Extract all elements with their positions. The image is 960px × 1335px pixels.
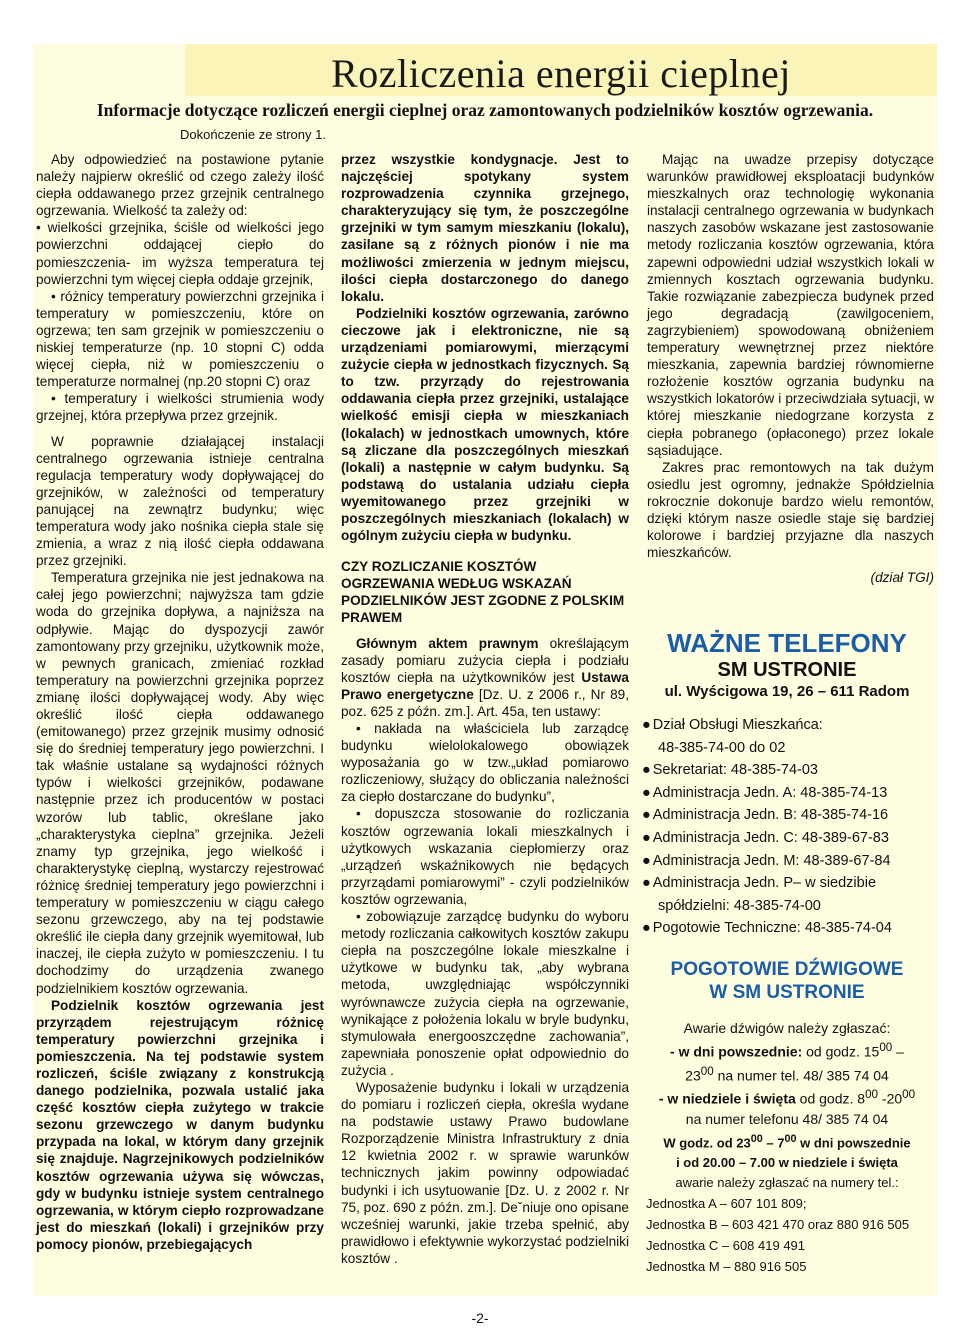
bullet-icon: ●	[642, 807, 651, 824]
phone-label: Administracja Jedn. P– w siedzibie	[652, 875, 877, 892]
lift-number-item: Jednostka M – 880 916 505	[646, 1259, 807, 1275]
article-column-3	[647, 151, 934, 586]
phone-label: Pogotowie Techniczne: 48-385-74-04	[652, 920, 892, 937]
lift-holiday-hours	[642, 1085, 932, 1109]
paragraph: Aby odpowiedzieć na postawione pytanie należy najpierw określić od czego zależy ilość ciepła oddawanego przez grzejnik centralnego ogrzewania. Wielkość ta zależy od:	[36, 152, 324, 219]
lift-weekday-number	[642, 1062, 932, 1086]
lift-night-hours-2: i od 20.00 – 7.00 w niedziele i święta	[676, 1155, 898, 1171]
bold-text: Głównym aktem prawnym	[355, 635, 539, 651]
bullet-icon: ●	[642, 875, 651, 892]
bold-text: - w dni powszednie:	[670, 1043, 803, 1060]
lift-emergency-title	[642, 958, 932, 1004]
paragraph: W poprawnie działającej instalacji centralnego ogrzewania istnieje centralna regulacja temperatury wody dopływającej do grzejników, w zależności od temperatury panującej na zewnątrz budynku; więc temperatura wody jako nośnika ciepła stale się zmienia, a wraz z nią ilość ciepła oddawana przez grzejniki.	[36, 433, 324, 569]
text: -20	[878, 1090, 903, 1107]
sup-text: 00	[750, 1132, 763, 1145]
text: w dni powszednie	[796, 1135, 911, 1151]
important-phones-box	[642, 628, 932, 1277]
sup-text: 00	[865, 1088, 879, 1102]
lift-weekday-hours	[642, 1038, 932, 1062]
text: na numer tel. 48/ 385 74 04	[713, 1067, 889, 1084]
phone-item	[642, 850, 932, 873]
lift-night-note: awarie należy zgłaszać na numery tel.:	[675, 1175, 899, 1191]
lift-night-hours	[642, 1129, 932, 1153]
phone-item	[642, 872, 932, 917]
phones-list	[642, 714, 932, 940]
text: określającym zasady pomiaru zużycia ciepła i podziału kosztów ciepła na użytkowników jest	[341, 635, 629, 685]
text: 23	[685, 1067, 701, 1084]
sup-text: 00	[879, 1040, 893, 1054]
phones-title: WAŻNE TELEFONY	[667, 628, 907, 658]
phone-label: Administracja Jedn. B: 48-385-74-16	[652, 807, 889, 824]
phones-address: ul. Wyścigowa 19, 26 – 611 Radom	[664, 683, 910, 700]
bullet-icon: ●	[642, 829, 651, 846]
bullet-icon: ●	[642, 717, 651, 733]
page-title: Rozliczenia energii cieplnej	[331, 51, 791, 96]
lift-intro: Awarie dźwigów należy zgłaszać:	[683, 1019, 891, 1036]
lift-title-line: POGOTOWIE DŹWIGOWE	[670, 958, 904, 980]
text: od godz. 15	[802, 1043, 880, 1060]
bullet-icon: ●	[642, 762, 651, 779]
phone-label: Administracja Jedn. C: 48-389-67-83	[652, 829, 889, 846]
bold-text: Ustawa Prawo energetyczne	[341, 669, 629, 702]
lift-number-item: Jednostka A – 607 101 809;	[646, 1196, 807, 1212]
text: [Dz. U. z 2006 r., Nr 89, poz. 625 z późn. zm.]. Art. 45a, ten ustawy:	[341, 686, 629, 719]
article-column-2	[341, 151, 629, 1267]
paragraph: Temperatura grzejnika nie jest jednakowa na całej jego powierzchni; najwyższa tam gdzie woda do grzejnika dopływa, a najniższa na odpływie. Mając do dyspozycji zawór zamontowany przy grzejniku, użytkownik może, w pewnych granicach, zmieniać rozkład temperatury na powierzchni grzejnika poprzez zmianę ilości dopływającej wody. Aby więc określić ilość ciepła oddawanego (emitowanego) przez grzejnik musimy odnosić się do średniej temperatury jego powierzchni. I tak właśnie ustalane są wydajności różnych typów i wielkości grzejników, podawane następnie przez ich producentów w postaci wzorów lub tablic, określane jako „charakterystyka cieplna” grzejnika. Jeżeli znamy typ grzejnika, jego wielkość i charakterystykę cieplną, wystarczy rejestrować różnicę średniej temperatury jego powierzchni i temperatury w pomieszczeniu w ciągu całego sezonu grzewczego, aby na tej podstawie określić ile ciepła dany grzejnik wyemitował, lub inaczej, ile ciepła zużyto w pomieszczeniu. I tu dochodzimy do urządzenia zwanego podzielnikiem kosztów ogrzewania.	[36, 570, 324, 996]
sup-text: 00	[902, 1088, 916, 1102]
continuation-note: Dokończenie ze strony 1.	[180, 127, 326, 142]
lift-holiday-number: na numer telefonu 48/ 385 74 04	[685, 1110, 889, 1127]
phone-item	[642, 827, 932, 850]
phone-number: spółdzielni: 48-385-74-00	[658, 897, 821, 914]
section-heading: CZY ROZLICZANIE KOSZTÓW OGRZEWANIA WEDŁUG WSKAZAŃ PODZIELNIKÓW JEST ZGODNE Z POLSKIM PRAWEM	[341, 559, 625, 626]
article-column-1	[36, 151, 324, 1253]
phone-label: Dział Obsługi Mieszkańca:	[652, 717, 823, 733]
sup-text: 00	[784, 1132, 797, 1145]
bold-text: - w niedziele i święta	[658, 1090, 796, 1107]
phone-item	[642, 917, 932, 940]
text: W godz. od 23	[663, 1135, 751, 1151]
phone-label: Administracja Jedn. M: 48-389-67-84	[652, 852, 891, 869]
page-subtitle: Informacje dotyczące rozliczeń energii cieplnej oraz zamontowanych podzielników kosztów ogrzewania.	[96, 100, 874, 120]
text: – 7	[762, 1135, 785, 1151]
bullet-item: • nakłada na właściciela lub zarządcę budynku wielolokalowego obowiązek wyposażania go w tzw.„układ pomiarowo rozliczeniowy, służący do obliczania należności za ciepło dostarczane do budynku”,	[341, 721, 629, 805]
phone-item	[642, 714, 932, 759]
paragraph-bold: przez wszystkie kondygnacje. Jest to najczęściej spotykany system rozprowadzenia czynnika grzejnego, charakteryzujący się tym, że poszczególne grzejniki w tym samym mieszkaniu (lokalu), zasilane są z różnych pionów i nie ma możliwości zmierzenia w jednym miejscu, ilości ciepła dostarczonego do danego lokalu.	[341, 152, 629, 304]
phone-item	[642, 804, 932, 827]
lift-title-line: W SM USTRONIE	[709, 981, 865, 1003]
text: –	[892, 1043, 904, 1060]
phones-org: SM USTRONIE	[717, 659, 857, 681]
paragraph: Zakres prac remontowych na tak dużym osiedlu jest ogromny, jednakże Spółdzielnia rokrocznie dokonuje bardzo wielu remontów, dzięki którym nasze osiedle staje się bardziej kolorowe i bardziej przyjazne dla naszych mieszkańców.	[647, 459, 934, 561]
lift-numbers-list	[642, 1193, 932, 1277]
paragraph-bold: Podzielnik kosztów ogrzewania jest przyrządem rejestrującym różnicę temperatury powierzchni grzejnika i pomieszczenia. Na tej podstawie system rozliczeń, ściśle związany z konstrukcją danego podzielnika, pozwala ustalić jaka część kosztów ciepła zużytego w trakcie sezonu grzewczego w danym budynku przypada na lokal, w którym dany grzejnik się znajduje. Nagrzejnikowych podzielników kosztów ogrzewania używa się wówczas, gdy w budynku istnieje system centralnego ogrzewania, w którym ciepło rozprowadzane jest do mieszkań (lokali) i grzejników przy pomocy pionów, przebiegających	[36, 997, 324, 1252]
bullet-icon: ●	[642, 784, 651, 801]
paragraph-bold: Podzielniki kosztów ogrzewania, zarówno cieczowe jak i elektroniczne, nie są urządzeniami pomiarowymi, mierzącymi zużycie ciepła w jednostkach fizycznych. Są to tzw. przyrządy do rejestrowania oddawania ciepła przez grzejniki, ustalające wielkość emisji ciepła w mieszkaniach (lokalach) w jednostkach umownych, które są zliczane dla poszczególnych mieszkań (lokali) a następnie w całym budynku. Są podstawą do ustalania udziału ciepła wyemitowanego przez grzejniki w poszczególnych mieszkaniach (lokalach) w ogólnym zużyciu ciepła w budynku.	[341, 305, 629, 544]
phone-item	[642, 759, 932, 782]
bullet-icon: ●	[642, 920, 651, 937]
bullet-item: • zobowiązuje zarządcę budynku do wyboru metody rozliczania całkowitych kosztów zakupu ciepła na poszczególne lokale mieszkalne i użytkowe w budynku tak, „aby wybrana metoda, uwzględniając współczynniki wyrównawcze zużycia ciepła na ogrzewanie, wynikające z położenia lokalu w bryle budynku, stymulowała energooszczędne zachowania”, zapewniała ponoszenie opłat odpowiednio do zużycia .	[341, 909, 629, 1078]
lift-number-item: Jednostka B – 603 421 470 oraz 880 916 505	[646, 1217, 910, 1233]
signature: (dział TGI)	[870, 570, 934, 586]
paragraph: Wyposażenie budynku i lokali w urządzenia do pomiaru i rozliczeń ciepła, określa wydane na podstawie ustawy Prawo budowlane Rozporządzenie Ministra Infrastruktury z dnia 12 kwietnia 2002 r. w sprawie warunków technicznych jakim powinny odpowiadać budynki i ich usytuowanie [Dz. U. z 2002 r. Nr 75, poz. 690 z późn. zm.]. Deˇniuje ono opisane wcześniej warunki, jakie trzeba spełnić, aby prawidłowo i efektywnie wykorzystać podzielniki kosztów .	[341, 1079, 629, 1266]
paragraph: Mając na uwadze przepisy dotyczące warunków prawidłowej eksploatacji budynków mieszkalnych oraz technologię wykonania instalacji centralnego ogrzewania w budynkach naszych zasobów wskazane jest zastosowanie metody rozliczania kosztów ogrzewania, która zapewni odpowiedni udział wszystkich lokali w zmiennych kosztach ogrzewania budynku. Takie rozwiązanie zabezpiecza budynek przed jego degradacją (zawilgoceniem, zagrzybieniem) spowodowaną obniżeniem temperatury wewnętrznej przez niektóre mieszkania, zapewnia bardziej równomierne rozłożenie kosztów ogrzania budynku na wszystkich lokatorów i przeciwdziała sytuacji, w której mieszkanie niedogrzane korzysta z ciepła pobranego (opłaconego) przez lokale sąsiadujące.	[647, 152, 934, 458]
phone-label: Sekretariat: 48-385-74-03	[652, 762, 819, 779]
paragraph	[341, 635, 629, 720]
bullet-item: • dopuszcza stosowanie do rozliczania kosztów ogrzewania lokali mieszkalnych i użytkowych wskazania ciepłomierzy oraz „urządzeń wskaźnikowych nie będących przyrządami pomiarowymi” - czyli podzielników kosztów ogrzewania,	[341, 806, 629, 907]
phone-item	[642, 782, 932, 805]
text: od godz. 8	[795, 1090, 866, 1107]
bullet-item: • wielkości grzejnika, ściśle od wielkości jego powierzchni oddającej ciepło do pomieszczenia- im wyższa temperatura tej powierzchni tym więcej ciepła oddaje grzejnik,	[36, 220, 324, 287]
bullet-icon: ●	[642, 852, 651, 869]
bullet-item: • temperatury i wielkości strumienia wody grzejnej, która przepływa przez grzejnik.	[36, 391, 324, 424]
bullet-item: • różnicy temperatury powierzchni grzejnika i temperatury w pomieszczeniu, które on ogrzewa; ten sam grzejnik w pomieszczeniu o niskiej temperaturze (np. 10 stopni C) odda więcej ciepła, niż w pomieszczeniu o temperaturze normalnej (np.20 stopni C) oraz	[36, 288, 324, 390]
sup-text: 00	[700, 1064, 714, 1078]
lift-number-item: Jednostka C – 608 419 491	[646, 1238, 806, 1254]
phone-number: 48-385-74-00 do 02	[658, 739, 786, 756]
phone-label: Administracja Jedn. A: 48-385-74-13	[652, 784, 888, 801]
page-number: -2-	[471, 1310, 489, 1326]
